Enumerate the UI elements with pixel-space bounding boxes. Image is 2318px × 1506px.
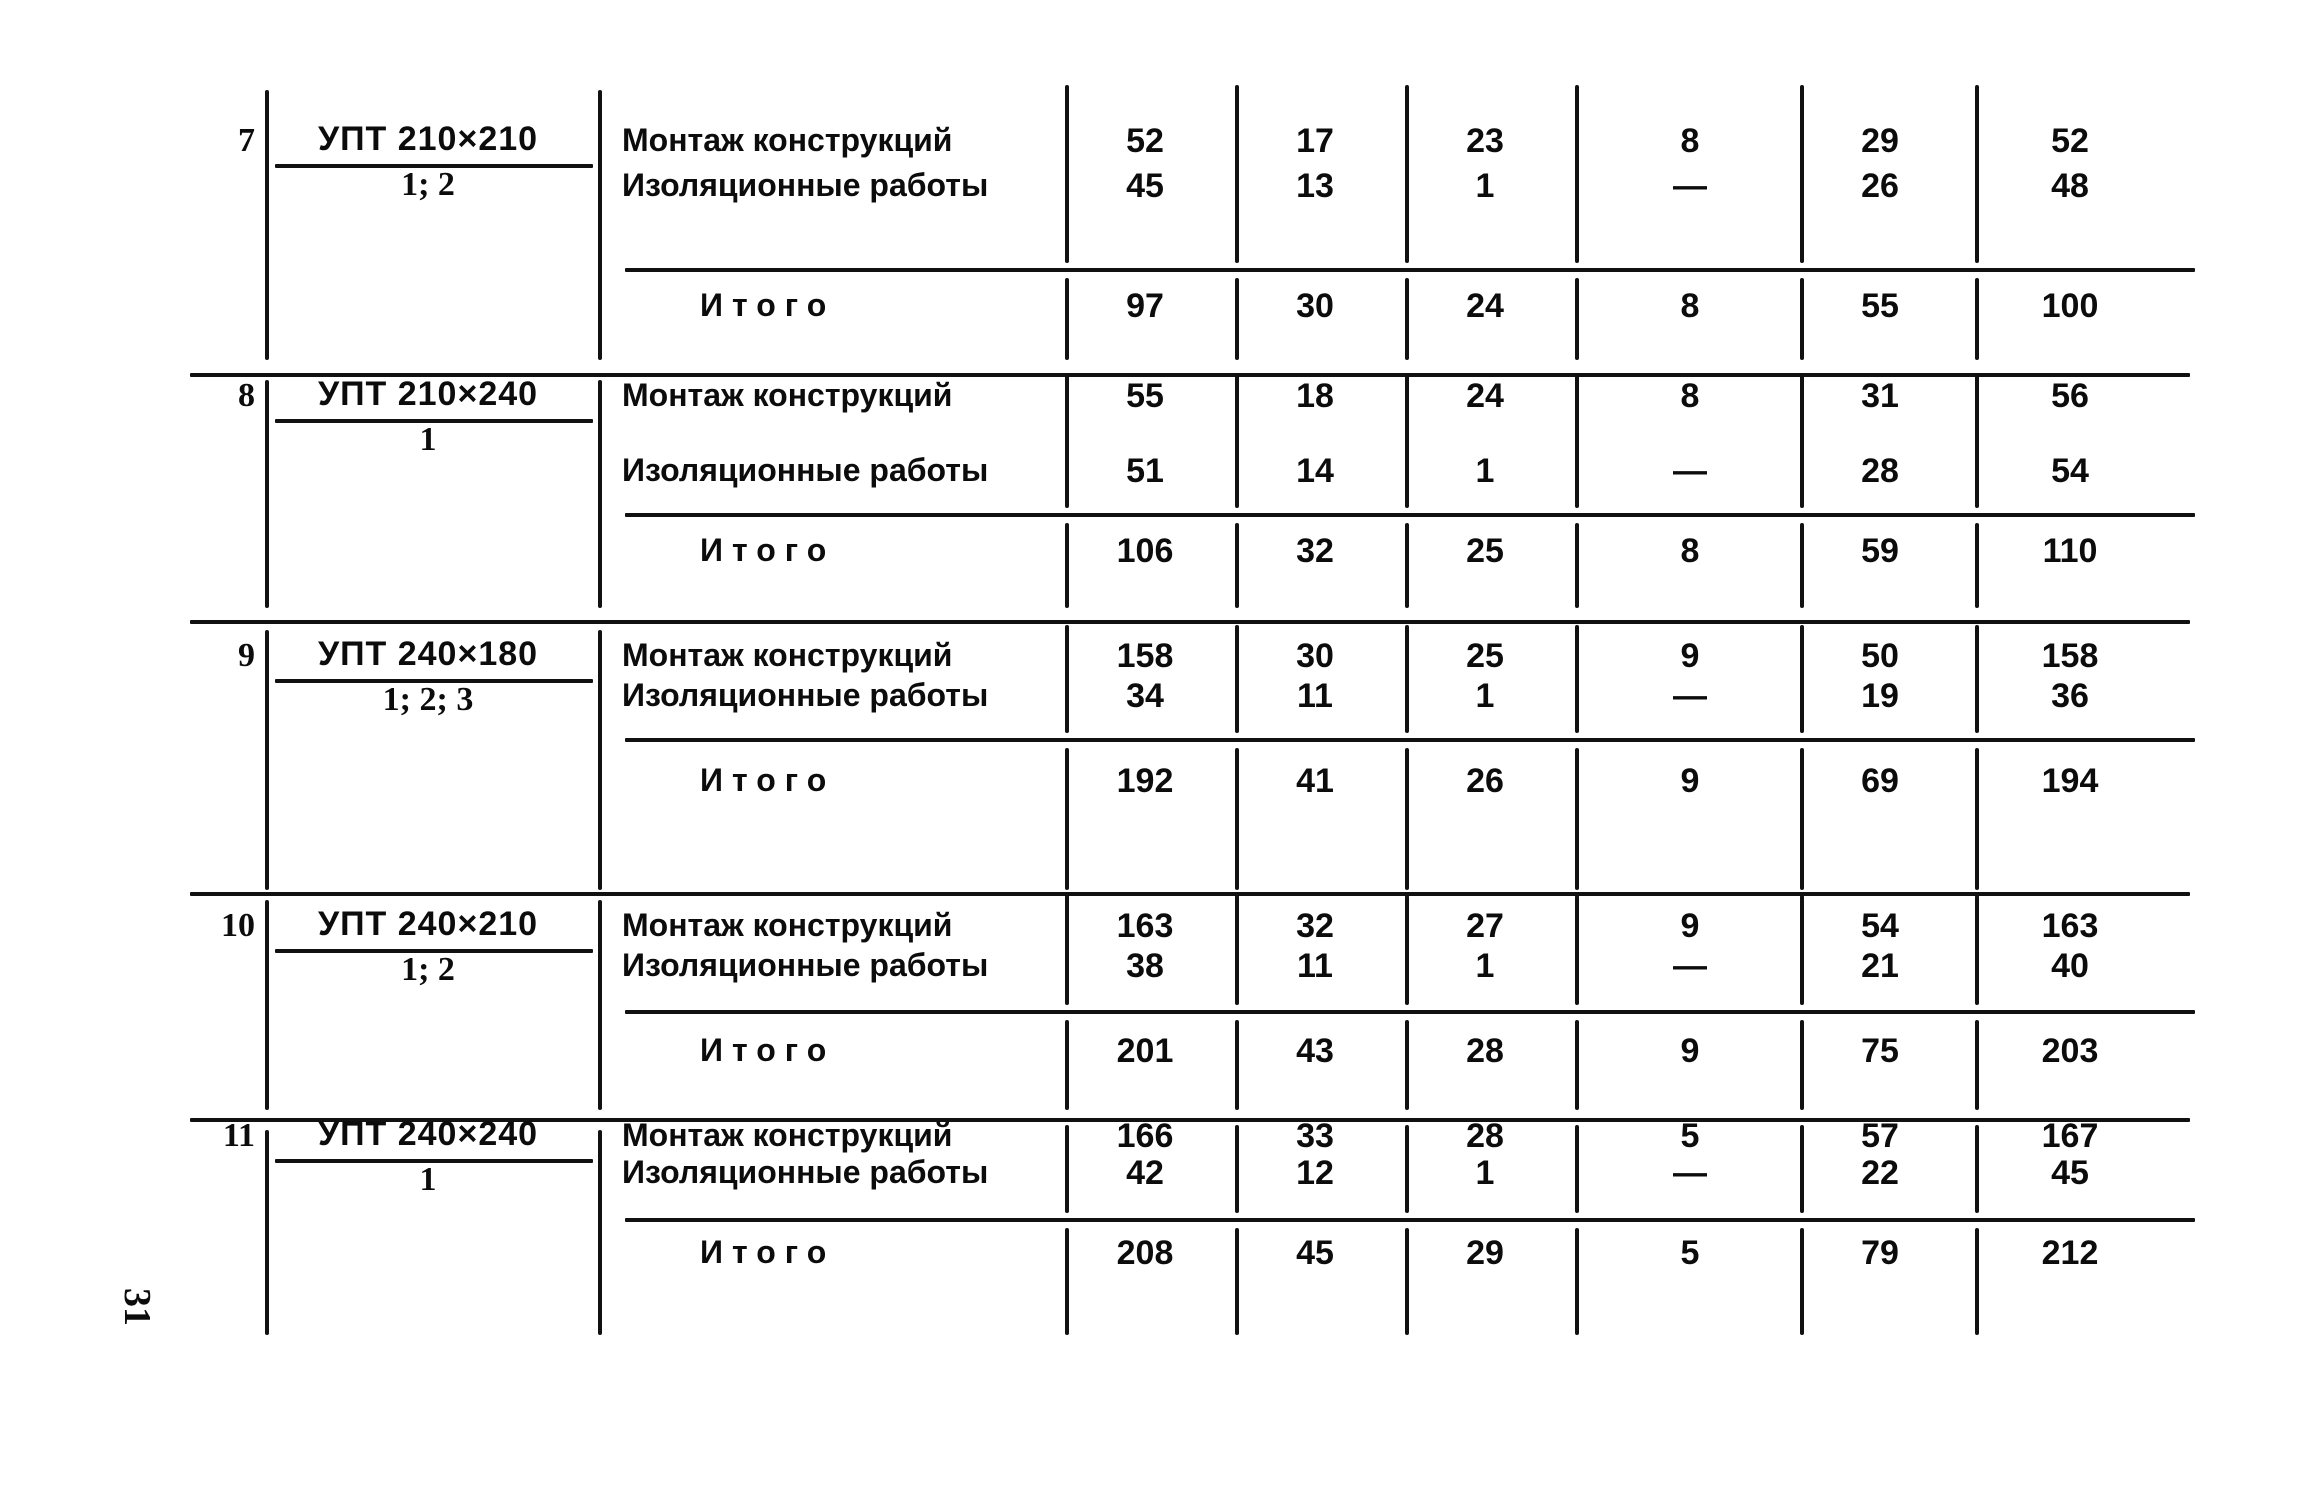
total-cell: 9: [1680, 762, 1700, 800]
total-label: Итого: [700, 762, 836, 798]
column-rule: [1575, 278, 1579, 360]
column-rule: [1065, 748, 1069, 890]
section-variants: 1; 2: [401, 166, 455, 203]
column-rule: [1065, 625, 1069, 733]
value-cell: —: [1673, 677, 1707, 715]
column-rule: [1800, 895, 1804, 1005]
column-rule: [1575, 523, 1579, 608]
section-variants: 1; 2; 3: [382, 681, 474, 718]
value-cell: 24: [1466, 377, 1504, 415]
section-variants: 1; 2: [401, 951, 455, 988]
column-rule: [1405, 1125, 1409, 1213]
value-cell: 166: [1116, 1117, 1174, 1155]
total-cell: 194: [2041, 762, 2099, 800]
row-label: Монтаж конструкций: [622, 637, 953, 673]
value-cell: 52: [2051, 122, 2089, 160]
column-rule: [1975, 895, 1979, 1005]
total-cell: 28: [1466, 1032, 1504, 1070]
value-cell: 158: [1116, 637, 1174, 675]
column-rule: [1800, 748, 1804, 890]
left-rule: [265, 900, 269, 1110]
total-label: Итого: [700, 287, 836, 323]
column-rule: [1235, 523, 1239, 608]
total-cell: 24: [1466, 287, 1504, 325]
value-cell: 1: [1475, 677, 1495, 715]
total-cell: 79: [1861, 1234, 1899, 1272]
section-code: УПТ 240×210: [317, 905, 539, 943]
value-cell: 1: [1475, 1154, 1495, 1192]
section-divider: [190, 620, 2190, 624]
column-rule: [1405, 1228, 1409, 1335]
column-rule: [1975, 1125, 1979, 1213]
column-rule: [1975, 625, 1979, 733]
subtotal-line: [625, 1218, 2195, 1222]
column-rule: [1065, 278, 1069, 360]
total-cell: 26: [1466, 762, 1504, 800]
total-cell: 75: [1861, 1032, 1899, 1070]
column-rule: [1800, 625, 1804, 733]
column-rule: [1065, 1228, 1069, 1335]
value-cell: 34: [1126, 677, 1164, 715]
value-cell: 26: [1861, 167, 1899, 205]
value-cell: 9: [1680, 637, 1700, 675]
value-cell: 163: [1116, 907, 1174, 945]
row-label: Монтаж конструкций: [622, 122, 953, 158]
column-rule: [1405, 1020, 1409, 1110]
column-rule: [1575, 625, 1579, 733]
column-rule: [1405, 748, 1409, 890]
column-rule: [1065, 1020, 1069, 1110]
column-rule: [1800, 375, 1804, 508]
value-cell: 50: [1861, 637, 1899, 675]
label-rule: [598, 630, 602, 890]
subtotal-line: [625, 513, 2195, 517]
value-cell: 30: [1296, 637, 1334, 675]
column-rule: [1235, 748, 1239, 890]
row-label: Изоляционные работы: [622, 452, 989, 488]
total-cell: 106: [1116, 532, 1174, 570]
value-cell: 19: [1861, 677, 1899, 715]
section-code: УПТ 240×240: [317, 1115, 539, 1153]
total-cell: 8: [1680, 532, 1700, 570]
value-cell: 163: [2041, 907, 2099, 945]
column-rule: [1065, 895, 1069, 1005]
value-cell: 11: [1297, 947, 1333, 985]
value-cell: 8: [1680, 377, 1700, 415]
column-rule: [1235, 1228, 1239, 1335]
value-cell: 14: [1296, 452, 1334, 490]
value-cell: 40: [2051, 947, 2089, 985]
value-cell: 12: [1296, 1154, 1334, 1192]
total-cell: 25: [1466, 532, 1504, 570]
section-code: УПТ 210×240: [317, 375, 539, 413]
value-cell: 1: [1475, 947, 1495, 985]
total-cell: 30: [1296, 287, 1334, 325]
column-rule: [1800, 278, 1804, 360]
value-cell: 5: [1680, 1117, 1700, 1155]
value-cell: 1: [1475, 452, 1495, 490]
value-cell: 36: [2051, 677, 2089, 715]
section-number: 11: [222, 1117, 255, 1154]
section-code: УПТ 240×180: [317, 635, 539, 673]
column-rule: [1800, 1228, 1804, 1335]
column-rule: [1405, 625, 1409, 733]
column-rule: [1065, 375, 1069, 508]
total-cell: 32: [1296, 532, 1334, 570]
row-label: Изоляционные работы: [622, 1154, 989, 1190]
column-rule: [1065, 523, 1069, 608]
section-divider: [190, 892, 2190, 896]
label-rule: [598, 90, 602, 360]
row-label: Изоляционные работы: [622, 947, 989, 983]
column-rule: [1575, 895, 1579, 1005]
column-rule: [1065, 85, 1069, 263]
value-cell: —: [1673, 452, 1707, 490]
left-rule: [265, 630, 269, 890]
row-label: Монтаж конструкций: [622, 907, 953, 943]
column-rule: [1800, 1125, 1804, 1213]
total-cell: 100: [2041, 287, 2099, 325]
label-rule: [598, 900, 602, 1110]
total-cell: 5: [1680, 1234, 1700, 1272]
column-rule: [1405, 85, 1409, 263]
left-rule: [265, 90, 269, 360]
value-cell: 32: [1296, 907, 1334, 945]
row-label: Монтаж конструкций: [622, 1117, 953, 1153]
value-cell: 17: [1296, 122, 1334, 160]
column-rule: [1235, 625, 1239, 733]
label-rule: [598, 1130, 602, 1335]
row-label: Монтаж конструкций: [622, 377, 953, 413]
value-cell: 55: [1126, 377, 1164, 415]
total-label: Итого: [700, 532, 836, 568]
value-cell: 29: [1861, 122, 1899, 160]
column-rule: [1575, 1228, 1579, 1335]
column-rule: [1975, 748, 1979, 890]
section-number: 8: [238, 377, 255, 414]
total-cell: 43: [1296, 1032, 1334, 1070]
value-cell: 8: [1680, 122, 1700, 160]
value-cell: 54: [1861, 907, 1899, 945]
column-rule: [1575, 1020, 1579, 1110]
value-cell: 51: [1126, 452, 1164, 490]
value-cell: 158: [2041, 637, 2099, 675]
total-cell: 192: [1116, 762, 1174, 800]
value-cell: 1: [1475, 167, 1495, 205]
total-cell: 208: [1116, 1234, 1174, 1272]
total-cell: 29: [1466, 1234, 1504, 1272]
value-cell: 22: [1861, 1154, 1899, 1192]
value-cell: 31: [1861, 377, 1899, 415]
value-cell: 54: [2051, 452, 2089, 490]
column-rule: [1235, 1125, 1239, 1213]
value-cell: 56: [2051, 377, 2089, 415]
value-cell: —: [1673, 1154, 1707, 1192]
total-cell: 41: [1296, 762, 1334, 800]
section-variants: 1: [419, 1161, 437, 1198]
total-cell: 69: [1861, 762, 1899, 800]
value-cell: 48: [2051, 167, 2089, 205]
subtotal-line: [625, 268, 2195, 272]
subtotal-line: [625, 1010, 2195, 1014]
value-cell: 27: [1466, 907, 1504, 945]
value-cell: 52: [1126, 122, 1164, 160]
value-cell: 28: [1466, 1117, 1504, 1155]
column-rule: [1405, 523, 1409, 608]
section-number: 7: [238, 122, 255, 159]
value-cell: —: [1673, 167, 1707, 205]
value-cell: —: [1673, 947, 1707, 985]
total-cell: 59: [1861, 532, 1899, 570]
page-number: 31: [116, 1288, 158, 1326]
section-variants: 1: [419, 421, 437, 458]
column-rule: [1405, 375, 1409, 508]
column-rule: [1975, 375, 1979, 508]
total-cell: 9: [1680, 1032, 1700, 1070]
total-cell: 110: [2042, 532, 2098, 570]
value-cell: 23: [1466, 122, 1504, 160]
value-cell: 33: [1296, 1117, 1334, 1155]
column-rule: [1975, 1020, 1979, 1110]
value-cell: 18: [1296, 377, 1334, 415]
column-rule: [1235, 1020, 1239, 1110]
column-rule: [1065, 1125, 1069, 1213]
column-rule: [1405, 895, 1409, 1005]
value-cell: 11: [1297, 677, 1333, 715]
row-label: Изоляционные работы: [622, 167, 989, 203]
value-cell: 25: [1466, 637, 1504, 675]
column-rule: [1975, 85, 1979, 263]
value-cell: 57: [1861, 1117, 1899, 1155]
column-rule: [1975, 523, 1979, 608]
value-cell: 45: [1126, 167, 1164, 205]
column-rule: [1575, 1125, 1579, 1213]
column-rule: [1975, 1228, 1979, 1335]
column-rule: [1405, 278, 1409, 360]
total-cell: 201: [1116, 1032, 1174, 1070]
total-cell: 212: [2041, 1234, 2099, 1272]
column-rule: [1235, 278, 1239, 360]
column-rule: [1575, 748, 1579, 890]
value-cell: 167: [2041, 1117, 2099, 1155]
row-label: Изоляционные работы: [622, 677, 989, 713]
subtotal-line: [625, 738, 2195, 742]
column-rule: [1800, 1020, 1804, 1110]
total-cell: 55: [1861, 287, 1899, 325]
section-number: 9: [238, 637, 255, 674]
column-rule: [1235, 85, 1239, 263]
value-cell: 38: [1126, 947, 1164, 985]
section-number: 10: [221, 907, 255, 944]
column-rule: [1975, 278, 1979, 360]
total-cell: 45: [1296, 1234, 1334, 1272]
column-rule: [1575, 375, 1579, 508]
value-cell: 13: [1296, 167, 1334, 205]
left-rule: [265, 1130, 269, 1335]
total-cell: 203: [2041, 1032, 2099, 1070]
total-cell: 97: [1126, 287, 1164, 325]
section-code: УПТ 210×210: [317, 120, 539, 158]
column-rule: [1575, 85, 1579, 263]
column-rule: [1800, 523, 1804, 608]
total-label: Итого: [700, 1234, 836, 1270]
value-cell: 45: [2051, 1154, 2089, 1192]
column-rule: [1800, 85, 1804, 263]
column-rule: [1235, 375, 1239, 508]
left-rule: [265, 380, 269, 608]
total-label: Итого: [700, 1032, 836, 1068]
value-cell: 9: [1680, 907, 1700, 945]
label-rule: [598, 380, 602, 608]
total-cell: 8: [1680, 287, 1700, 325]
value-cell: 28: [1861, 452, 1899, 490]
column-rule: [1235, 895, 1239, 1005]
value-cell: 21: [1861, 947, 1899, 985]
value-cell: 42: [1126, 1154, 1164, 1192]
